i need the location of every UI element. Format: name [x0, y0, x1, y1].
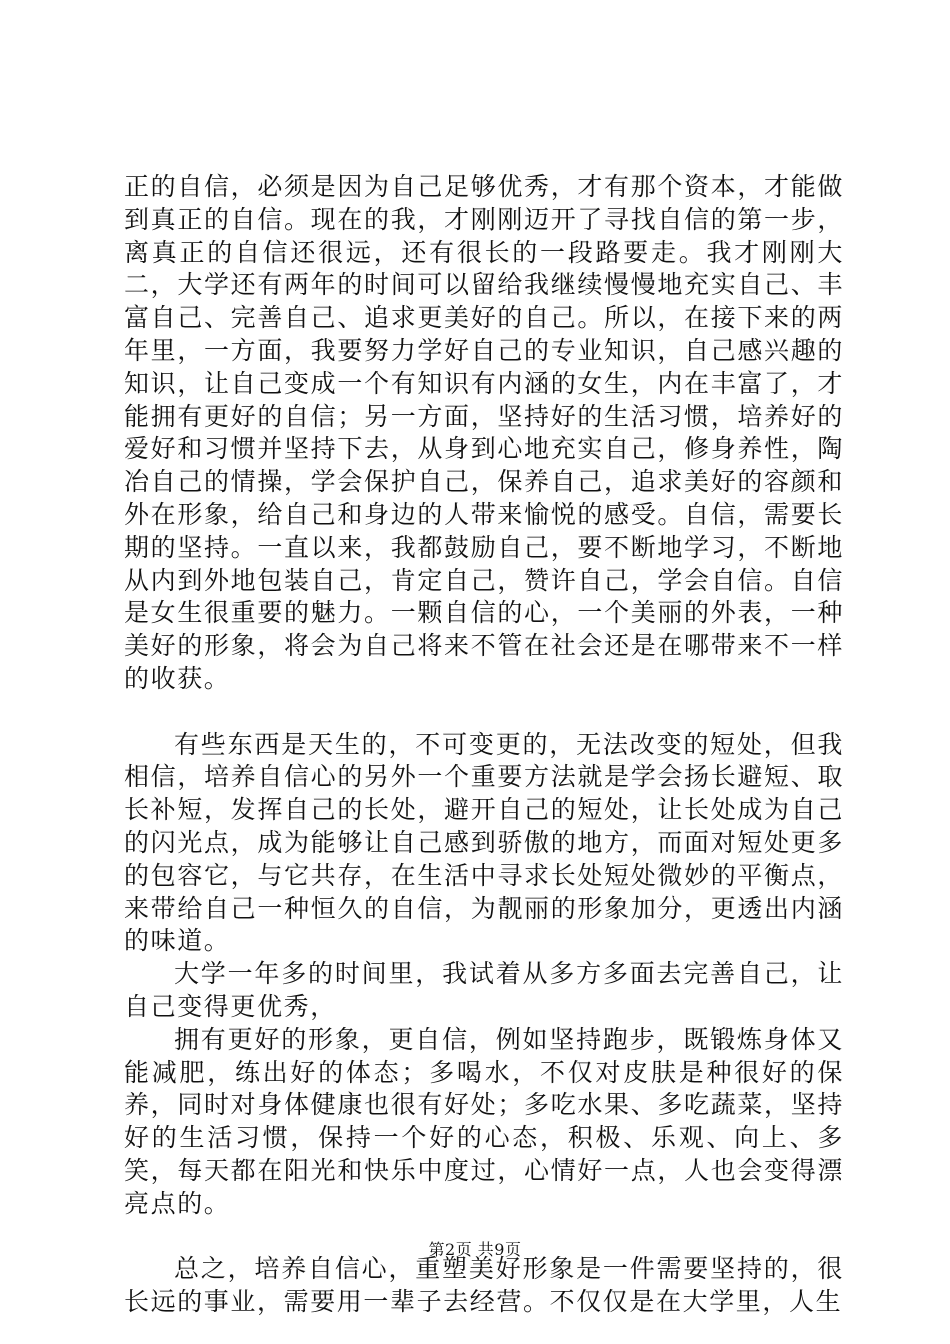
paragraph-3: 大学一年多的时间里，我试着从多方多面去完善自己，让自己变得更优秀， [124, 959, 844, 1021]
document-body [124, 171, 844, 1319]
paragraph-5: 总之，培养自信心，重塑美好形象是一件需要坚持的，很长远的事业，需要用一辈子去经营。不仅仅是在大学里，人生 [124, 1254, 844, 1317]
page-number: 第2页 共9页 [428, 1240, 522, 1259]
paragraph-2: 有些东西是天生的，不可变更的，无法改变的短处，但我相信，培养自信心的另外一个重要方法就是学会扬长避短、取长补短，发挥自己的长处，避开自己的短处，让长处成为自己的闪光点，成为能够让自己感到骄傲的地方，而面对短处更多的包容它，与它共存，在生活中寻求长处短处微妙的平衡点，来带给自己一种恒久的自信，为靓丽的形象加分，更透出内涵的味道。 [124, 729, 844, 956]
paragraph-4: 拥有更好的形象，更自信，例如坚持跑步，既锻炼身体又能减肥，练出好的体态；多喝水，不仅对皮肤是种很好的保养，同时对身体健康也很有好处；多吃水果、多吃蔬菜，坚持好的生活习惯，保持一个好的心态，积极、乐观、向上、多笑，每天都在阳光和快乐中度过，心情好一点，人也会变得漂亮点的。 [124, 1024, 844, 1218]
paragraph-1: 正的自信，必须是因为自己足够优秀，才有那个资本，才能做到真正的自信。现在的我，才刚刚迈开了寻找自信的第一步，离真正的自信还很远，还有很长的一段路要走。我才刚刚大二，大学还有两年的时间可以留给我继续慢慢地充实自己、丰富自己、完善自己、追求更美好的自己。所以，在接下来的两年里，一方面，我要努力学好自己的专业知识，自己感兴趣的知识，让自己变成一个有知识有内涵的女生，内在丰富了，才能拥有更好的自信；另一方面，坚持好的生活习惯，培养好的爱好和习惯并坚持下去，从身到心地充实自己，修身养性，陶冶自己的情操，学会保护自己，保养自己，追求美好的容颜和外在形象，给自己和身边的人带来愉悦的感受。自信，需要长期的坚持。一直以来，我都鼓励自己，要不断地学习，不断地从内到外地包装自己，肯定自己，赞许自己，学会自信。自信是女生很重要的魅力。一颗自信的心，一个美丽的外表，一种美好的形象，将会为自己将来不管在社会还是在哪带来不一样的收获。 [124, 172, 844, 693]
page-footer [0, 1240, 950, 1260]
